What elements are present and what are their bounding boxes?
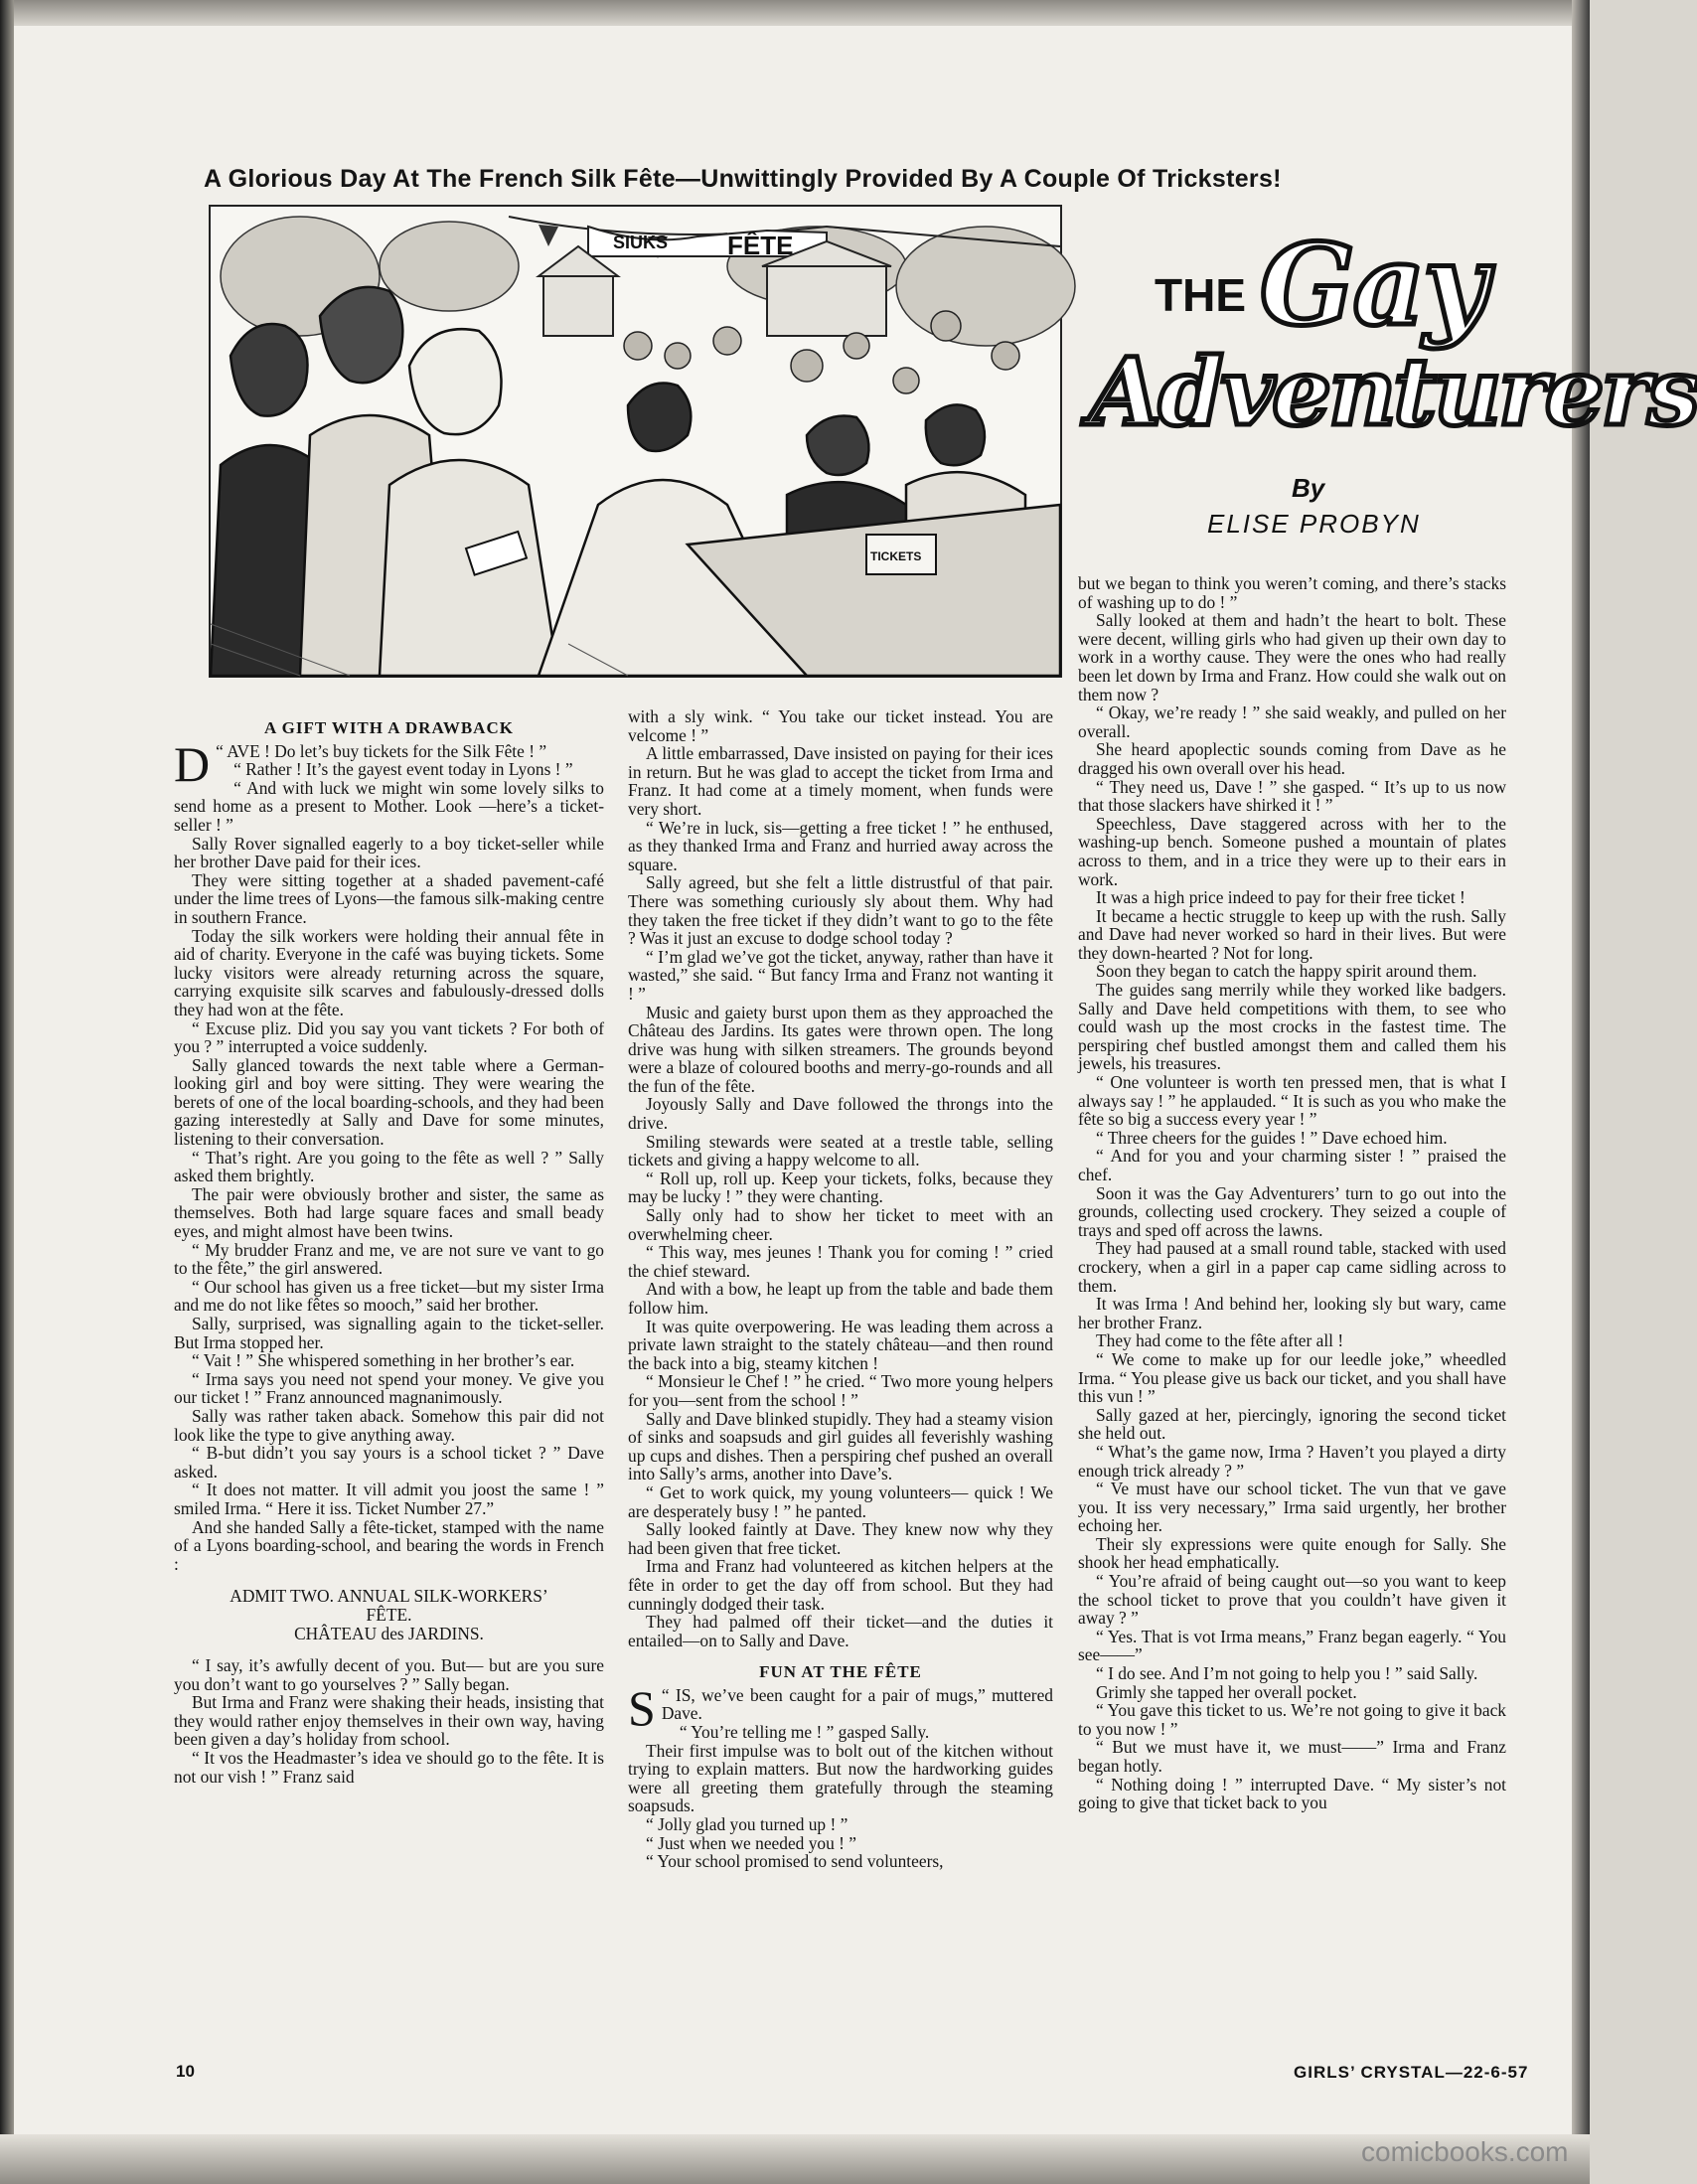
paragraph: Soon they began to catch the happy spirit around them. bbox=[1096, 961, 1477, 982]
paragraph: “ Monsieur le Chef ! ” he cried. “ Two more young helpers for you—sent from the school ! ” bbox=[628, 1371, 1053, 1410]
paragraph: “ Excuse pliz. Did you say you vant tickets ? For both of you ? ” interrupted a voice suddenly. bbox=[174, 1017, 604, 1057]
story-title-block bbox=[1083, 221, 1697, 598]
paragraph: “ Yes. That is vot Irma means,” Franz began eagerly. “ You see——” bbox=[1078, 1626, 1506, 1665]
ticket-line: FÊTE. bbox=[366, 1604, 412, 1625]
paragraph: Sally only had to show her ticket to meet with an overwhelming cheer. bbox=[628, 1205, 1053, 1244]
paragraph: And with a bow, he leapt up from the table and bade them follow him. bbox=[628, 1279, 1053, 1318]
paragraph: “ B-but didn’t you say yours is a school ticket ? ” Dave asked. bbox=[174, 1443, 604, 1482]
paragraph: “ Nothing doing ! ” interrupted Dave. “ My sister’s not going to give that ticket back to you bbox=[1078, 1774, 1506, 1813]
paragraph: “ Ve must have our school ticket. The vun that ve gave you. It iss very necessary,” Irma said urgently, her brother echoing her. bbox=[1078, 1479, 1506, 1536]
title-gay: Gay bbox=[1260, 221, 1486, 351]
paragraph: But Irma and Franz were shaking their heads, insisting that they would rather enjoy themselves in their own way, having been given a day’s holiday from school. bbox=[174, 1692, 604, 1750]
paragraph: Soon it was the Gay Adventurers’ turn to go out into the grounds, collecting used crockery. They seized a couple of trays and sped off across the lawns. bbox=[1078, 1182, 1506, 1240]
paragraph: Joyously Sally and Dave followed the throngs into the drive. bbox=[628, 1094, 1053, 1134]
paragraph: Sally looked faintly at Dave. They knew now why they had been given that free ticket. bbox=[628, 1519, 1053, 1558]
paragraph: Smiling stewards were seated at a trestle table, selling tickets and giving a happy welcome to all. bbox=[628, 1131, 1053, 1170]
paragraph: “ What’s the game now, Irma ? Haven’t you played a dirty enough trick already ? ” bbox=[1078, 1441, 1506, 1481]
paragraph: Sally looked at them and hadn’t the heart to bolt. These were decent, willing girls who had given up their own day to work in a worthy cause. They were the ones who had really been let down by Irma and Franz. How could she walk out on them now ? bbox=[1078, 610, 1506, 704]
byline-by: By bbox=[1292, 473, 1325, 503]
paragraph: And she handed Sally a fête-ticket, stamped with the name of a Lyons boarding-school, and bearing the words in French : bbox=[174, 1516, 604, 1574]
drop-cap: S bbox=[628, 1679, 656, 1736]
paragraph: “ We’re in luck, sis—getting a free ticket ! ” he enthused, as they thanked Irma and Franz and hurried away across the square. bbox=[628, 817, 1053, 874]
paragraph: They had paused at a small round table, stacked with used crockery, when a girl in a paper cap came sidling across to them. bbox=[1078, 1238, 1506, 1296]
paragraph: Sally gazed at her, piercingly, ignoring the second ticket she held out. bbox=[1078, 1404, 1506, 1444]
story-headline: A Glorious Day At The French Silk Fête—Unwittingly Provided By A Couple Of Tricksters! bbox=[204, 165, 1282, 193]
title-the: THE bbox=[1155, 269, 1246, 321]
paragraph: “ That’s right. Are you going to the fête as well ? ” Sally asked them brightly. bbox=[174, 1147, 604, 1186]
paragraph: “ But we must have it, we must——” Irma and Franz began hotly. bbox=[1078, 1737, 1506, 1776]
paragraph: “ Get to work quick, my young volunteers— quick ! We are desperately busy ! ” he panted. bbox=[628, 1482, 1053, 1521]
paragraph: It became a hectic struggle to keep up with the rush. Sally and Dave had never worked so hard in their lives. But were they down-hearted ? Not for long. bbox=[1078, 905, 1506, 963]
paragraph: with a sly wink. “ You take our ticket instead. You are velcome ! ” bbox=[628, 706, 1053, 745]
paragraph: They had palmed off their ticket—and the duties it entailed—on to Sally and Dave. bbox=[628, 1612, 1053, 1650]
text-column-1 bbox=[174, 719, 604, 1786]
paragraph: “ Just when we needed you ! ” bbox=[646, 1832, 856, 1853]
magazine-issue: GIRLS’ CRYSTAL—22-6-57 bbox=[1294, 2063, 1529, 2082]
paragraph: “ Vait ! ” She whispered something in her brother’s ear. bbox=[192, 1350, 575, 1371]
paragraph: The guides sang merrily while they worked like badgers. Sally and Dave held competitions with them, to see who could wash up the most crocks in the fastest time. The perspiring chef bustled amongst them and called them his jewels, his treasures. bbox=[1078, 980, 1506, 1074]
paragraph: “ Three cheers for the guides ! ” Dave echoed him. bbox=[1096, 1127, 1448, 1148]
paragraph: “ We come to make up for our leedle joke,” wheedled Irma. “ You please give us back our ticket, and you shall have this vun ! ” bbox=[1078, 1348, 1506, 1407]
section-heading-2: FUN AT THE FÊTE bbox=[759, 1662, 922, 1682]
paragraph: “ You gave this ticket to us. We’re not going to give it back to you now ! ” bbox=[1078, 1700, 1506, 1739]
drop-cap: D bbox=[174, 735, 211, 792]
text-column-3 bbox=[1078, 574, 1506, 1812]
paragraph: Music and gaiety burst upon them as they approached the Château des Jardins. Its gates were thrown open. The long drive was hung with silken streamers. The grounds beyond were a blaze of coloured booths and merry-go-rounds and all the fun of the fête. bbox=[628, 1002, 1053, 1096]
scan-edge-top bbox=[0, 0, 1590, 26]
paragraph: “ And for you and your charming sister ! ” praised the chef. bbox=[1078, 1146, 1506, 1184]
paragraph: “ Our school has given us a free ticket—but my sister Irma and me do not like fêtes so mooch,” said her brother. bbox=[174, 1276, 604, 1316]
paragraph: They were sitting together at a shaded pavement-café under the lime trees of Lyons—the famous silk-making centre in southern France. bbox=[174, 869, 604, 927]
paragraph: Their sly expressions were quite enough for Sally. She shook her head emphatically. bbox=[1078, 1533, 1506, 1573]
paragraph: She heard apoplectic sounds coming from Dave as he dragged his own overall over his head. bbox=[1078, 739, 1506, 778]
paragraph: A little embarrassed, Dave insisted on paying for their ices in return. But he was glad to accept the ticket from Irma and Franz. It had come at a timely moment, when funds were very short. bbox=[628, 743, 1053, 819]
paragraph: “ Rather ! It’s the gayest event today in Lyons ! ” bbox=[233, 759, 573, 780]
paragraph: They had come to the fête after all ! bbox=[1096, 1330, 1344, 1351]
paragraph: Today the silk workers were holding their annual fête in aid of charity. Everyone in the café was buying tickets. Some lucky visitors were already returning across the square, carrying exquisite silk scarves and fabulously-dressed dolls they had won at the fête. bbox=[174, 925, 604, 1019]
paragraph-text: “ IS, we’ve been caught for a pair of mugs,” muttered Dave. bbox=[661, 1684, 1053, 1724]
paragraph-text: “ AVE ! Do let’s buy tickets for the Silk Fête ! ” bbox=[216, 740, 547, 761]
paragraph: Sally was rather taken aback. Somehow this pair did not look like the type to give anything away. bbox=[174, 1405, 604, 1445]
story-illustration bbox=[209, 205, 1062, 678]
table-card-text: TICKETS bbox=[870, 549, 922, 563]
paragraph: “ Irma says you need not spend your money. Ve give you our ticket ! ” Franz announced magnanimously. bbox=[174, 1368, 604, 1408]
paragraph: It was quite overpowering. He was leading them across a private lawn straight to the stately château—and then round the back into a big, steamy kitchen ! bbox=[628, 1316, 1053, 1373]
paragraph: “ I say, it’s awfully decent of you. But— but are you sure you don’t want to go yourselves ? ” Sally began. bbox=[174, 1655, 604, 1694]
paragraph: Sally and Dave blinked stupidly. They had a steamy vision of sinks and soapsuds and girl guides all feverishly washing up cups and dishes. Then a perspiring chef pushed an overall into Sally’s arms, another into Dave’s. bbox=[628, 1408, 1053, 1484]
watermark: comicbooks.com bbox=[1361, 2136, 1569, 2167]
paragraph: It was a high price indeed to pay for their free ticket ! bbox=[1096, 887, 1466, 908]
text-column-2 bbox=[628, 707, 1053, 1871]
paragraph: “ It vos the Headmaster’s idea ve should go to the fête. It is not our vish ! ” Franz said bbox=[174, 1748, 604, 1787]
paragraph: “ Roll up, roll up. Keep your tickets, folks, because they may be lucky ! ” they were chanting. bbox=[628, 1168, 1053, 1207]
paragraph: Sally, surprised, was signalling again to the ticket-seller. But Irma stopped her. bbox=[174, 1314, 604, 1352]
byline-author: ELISE PROBYN bbox=[1207, 509, 1421, 539]
paragraph: “ You’re telling me ! ” gasped Sally. bbox=[679, 1722, 930, 1743]
paragraph: Irma and Franz had volunteered as kitchen helpers at the fête in order to get the day off from school. But they had cunningly dodged their task. bbox=[628, 1556, 1053, 1614]
page-number: 10 bbox=[176, 2062, 195, 2081]
paragraph: “ It does not matter. It vill admit you joost the same ! ” smiled Irma. “ Here it iss. Ticket Number 27.” bbox=[174, 1480, 604, 1518]
paragraph: “ This way, mes jeunes ! Thank you for coming ! ” cried the chief steward. bbox=[628, 1242, 1053, 1281]
scan-edge-left bbox=[0, 0, 14, 2184]
ticket-line: ADMIT TWO. ANNUAL SILK-WORKERS’ bbox=[230, 1586, 548, 1607]
paragraph: Sally glanced towards the next table where a German-looking girl and boy were sitting. They were wearing the berets of one of the local boarding-schools, and they had been gazing interestedly at Sally and Dave for some minutes, listening to their conversation. bbox=[174, 1054, 604, 1150]
paragraph: “ One volunteer is worth ten pressed men, that is what I always say ! ” he applauded. “ It is such as you who make the fête so big a success every year ! ” bbox=[1078, 1072, 1506, 1130]
ticket-line: CHÂTEAU des JARDINS. bbox=[294, 1623, 484, 1643]
title-adventurers: Adventurers bbox=[1089, 338, 1697, 447]
paragraph: “ My brudder Franz and me, ve are not sure ve vant to go to the fête,” the girl answered. bbox=[174, 1239, 604, 1279]
paragraph: Sally agreed, but she felt a little distrustful of that pair. There was something curiously sly about them. Why had they taken the free ticket if they didn’t want to go to the fête ? Was it just an excuse to dodge school today ? bbox=[628, 872, 1053, 949]
paragraph: “ I’m glad we’ve got the ticket, anyway, rather than have it wasted,” she said. “ But fancy Irma and Franz not wanting it ! ” bbox=[628, 946, 1053, 1004]
paragraph: “ You’re afraid of being caught out—so you want to keep the school ticket to prove that you couldn’t have given it away ? ” bbox=[1078, 1571, 1506, 1629]
paragraph: Speechless, Dave staggered across with her to the washing-up bench. Someone pushed a mountain of plates across to them, and in a trice they were up to their ears in work. bbox=[1078, 813, 1506, 889]
paragraph: The pair were obviously brother and sister, the same as themselves. Both had large square faces and small beady eyes, and might almost have been twins. bbox=[174, 1183, 604, 1242]
paragraph: “ I do see. And I’m not going to help you ! ” said Sally. bbox=[1096, 1663, 1478, 1684]
paragraph: It was Irma ! And behind her, looking sly but wary, came her brother Franz. bbox=[1078, 1294, 1506, 1332]
scan-edge-bottom bbox=[0, 2134, 1590, 2184]
section-heading-1: A GIFT WITH A DRAWBACK bbox=[264, 718, 514, 737]
paragraph: Grimly she tapped her overall pocket. bbox=[1096, 1681, 1357, 1702]
banner-text-partial: SIUKS bbox=[613, 233, 669, 252]
paragraph: but we began to think you weren’t coming, and there’s stacks of washing up to do ! ” bbox=[1078, 573, 1506, 612]
paragraph: Their first impulse was to bolt out of the kitchen without trying to explain matters. But now the hardworking guides were all greeting them gratefully through the steaming soapsuds. bbox=[628, 1740, 1053, 1816]
scan-edge-right bbox=[1572, 0, 1590, 2184]
paragraph: “ They need us, Dave ! ” she gasped. “ It’s up to us now that those slackers have shirked it ! ” bbox=[1078, 776, 1506, 816]
paragraph: “ Jolly glad you turned up ! ” bbox=[646, 1814, 848, 1835]
paragraph: “ Your school promised to send volunteers, bbox=[646, 1851, 944, 1872]
paragraph: “ Okay, we’re ready ! ” she said weakly, and pulled on her overall. bbox=[1078, 702, 1506, 741]
paragraph: “ And with luck we might win some lovely silks to send home as a present to Mother. Look —here’s a ticket-seller ! ” bbox=[174, 777, 604, 835]
banner-text: FÊTE bbox=[727, 231, 794, 260]
paragraph: Sally Rover signalled eagerly to a boy ticket-seller while her brother Dave paid for their ices. bbox=[174, 833, 604, 872]
